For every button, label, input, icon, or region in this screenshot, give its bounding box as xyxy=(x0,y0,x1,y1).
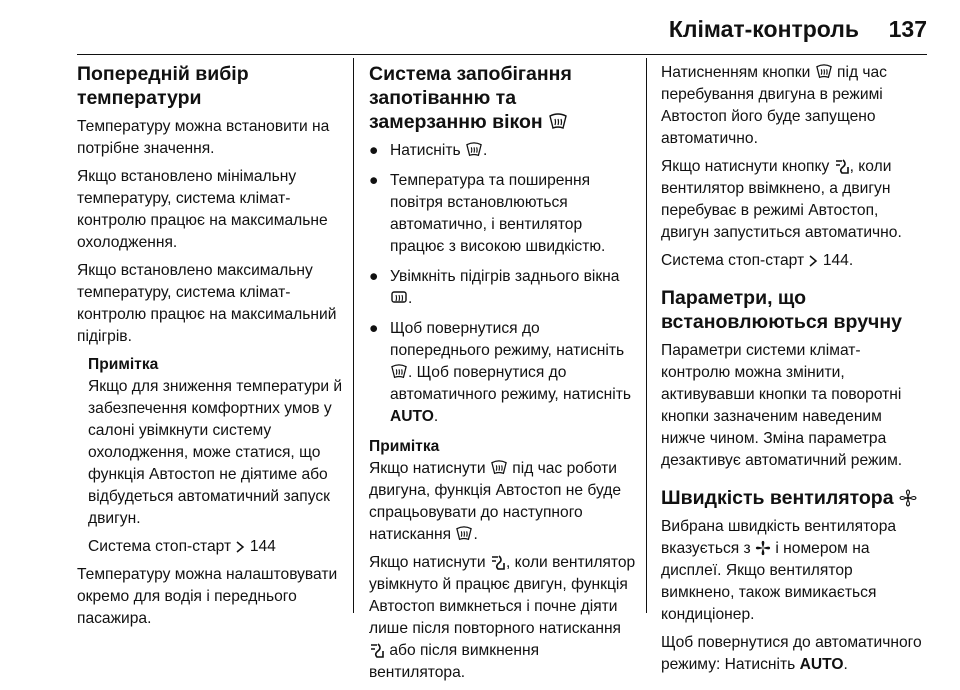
reference-arrow-icon xyxy=(808,254,818,268)
list-item: ● Увімкніть підігрів заднього вікна . xyxy=(369,268,620,307)
column-divider xyxy=(353,58,354,613)
list-item: ● Температура та поширення повітря встановлюються автоматично, і вентилятор працює з високою швидкістю. xyxy=(369,172,606,255)
fan-auto-icon xyxy=(834,158,850,174)
windshield-defrost-icon xyxy=(465,142,483,158)
list-item: ● Щоб повернутися до попереднього режиму, натисніть . Щоб повернутися до автоматичного режиму, натисніть AUTO. xyxy=(369,320,631,425)
column-divider xyxy=(646,58,647,613)
bullet: ● xyxy=(369,172,379,189)
section-heading: Параметри, що встановлюються вручну xyxy=(661,287,902,333)
paragraph: Температуру можна налаштовувати окремо для водія і переднього пасажира. xyxy=(77,566,338,627)
note-block xyxy=(88,354,345,558)
reference-text: Система стоп-старт xyxy=(661,252,805,269)
auto-label: AUTO xyxy=(390,408,434,425)
fan-auto-icon xyxy=(490,554,506,570)
paragraph: Якщо встановлено максимальну температуру, система клімат-контролю працює на максимальний підігрів. xyxy=(77,262,337,345)
paragraph: Вибрана швидкість вентилятора вказується з і номером на дисплеї. Якщо вентилятор вимкнено, також вимикається кондиціонер. xyxy=(661,518,897,623)
header-title: Клімат-контроль xyxy=(668,16,859,42)
bullet: ● xyxy=(369,142,379,159)
page-header xyxy=(77,8,927,48)
note-text: Якщо для зниження температури й забезпечення комфортних умов у салоні увімкнути систему охолодження, може статися, що функція Автостоп не діятиме або відбудеться автоматичний запуск двигун. xyxy=(88,378,343,527)
column-3 xyxy=(661,62,929,682)
section-heading: Швидкість вентилятора xyxy=(661,486,929,510)
cross-reference[interactable]: Система стоп-старт 144. xyxy=(661,252,854,269)
auto-label: AUTO xyxy=(799,656,844,673)
paragraph: Якщо натиснути кнопку , коли вентилятор ввімкнено, а двигун перебуває в режимі Автостоп, двигун запуститься автоматично. xyxy=(661,158,902,241)
reference-text: Система стоп-старт xyxy=(88,538,232,555)
fan-auto-icon xyxy=(369,642,385,658)
column-2 xyxy=(369,62,637,690)
rear-window-heater-icon xyxy=(390,290,408,306)
fan-icon xyxy=(899,489,917,507)
note-text: Якщо натиснути під час роботи двигуна, функція Автостоп не буде спрацьовувати до наступного натискання . xyxy=(369,460,622,543)
section-heading: Система запобігання запотіванню та замерзанню вікон xyxy=(369,63,572,133)
windshield-defrost-icon xyxy=(390,364,408,380)
reference-arrow-icon xyxy=(235,540,245,554)
windshield-defrost-icon xyxy=(815,64,833,80)
list-item: ● Натисніть . xyxy=(369,140,637,162)
paragraph: Якщо встановлено мінімальну температуру, система клімат-контролю працює на максимальне охолодження. xyxy=(77,168,328,251)
header-rule xyxy=(77,54,927,55)
windshield-defrost-icon xyxy=(490,460,508,476)
cross-reference[interactable] xyxy=(88,536,345,558)
column-1 xyxy=(77,62,345,636)
reference-page: 144 xyxy=(822,252,849,269)
bullet: ● xyxy=(369,320,379,337)
section-heading: Попередній вибір температури xyxy=(77,63,249,109)
paragraph: Щоб повернутися до автоматичного режиму: Натисніть AUTO. xyxy=(661,634,922,673)
note-text: Якщо натиснути , коли вентилятор увімкнуто й працює двигун, функція Автостоп вимкнеться і почне діяти лише після повторного натискання або після вимкнення вентилятора. xyxy=(369,554,636,681)
windshield-defrost-icon xyxy=(548,113,568,131)
bullet: ● xyxy=(369,268,379,285)
fan-icon xyxy=(755,540,771,556)
note-label: Примітка xyxy=(88,356,159,373)
note-label: Примітка xyxy=(369,438,440,455)
paragraph: Натисненням кнопки під час перебування двигуна в режимі Автостоп його буде запущено автоматично. xyxy=(661,64,887,147)
paragraph: Параметри системи клімат-контролю можна змінити, активувавши кнопки та поворотні кнопки зазначеним наведеним нижче чином. Зміна параметра дезактивує автоматичний режим. xyxy=(661,342,903,469)
page-number: 137 xyxy=(888,16,927,42)
windshield-defrost-icon xyxy=(455,526,473,542)
paragraph: Температуру можна встановити на потрібне значення. xyxy=(77,118,330,157)
reference-page: 144 xyxy=(249,538,276,555)
bullet-list xyxy=(369,140,637,428)
